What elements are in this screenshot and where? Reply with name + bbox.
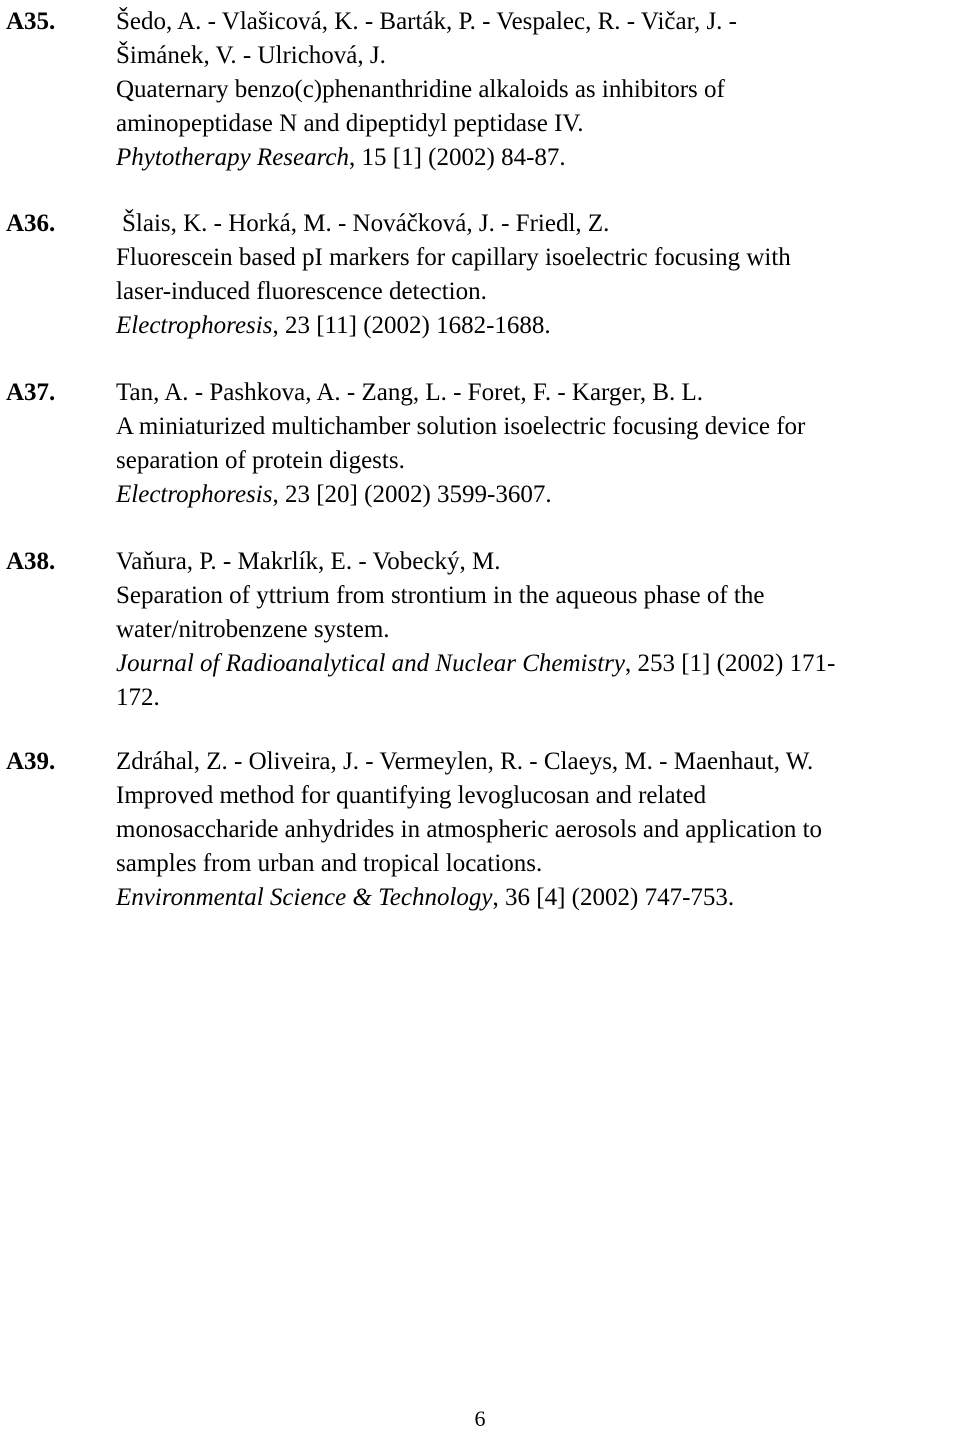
- reference-number: A36.: [6, 210, 56, 237]
- reference-title: Separation of yttrium from strontium in the aqueous phase of the: [116, 582, 765, 609]
- citation-details: , 23 [20] (2002) 3599-3607.: [272, 481, 552, 508]
- citation-details: , 36 [4] (2002) 747-753.: [492, 884, 735, 911]
- citation-details: , 253 [1] (2002) 171-: [624, 650, 836, 677]
- reference-citation-line: [116, 647, 951, 681]
- reference-authors: Šlais, K. - Horká, M. - Nováčková, J. - Friedl, Z.: [122, 210, 610, 237]
- journal-name: Journal of Radioanalytical and Nuclear Chemistry: [116, 650, 625, 677]
- reference-title: Quaternary benzo(c)phenanthridine alkaloids as inhibitors of: [116, 76, 725, 103]
- reference-title: Improved method for quantifying levoglucosan and related: [116, 782, 707, 809]
- reference-body: [116, 545, 951, 715]
- reference-number: A39.: [6, 748, 56, 775]
- reference-authors: Šedo, A. - Vlašicová, K. - Barták, P. - Vespalec, R. - Vičar, J. -: [116, 8, 737, 35]
- reference-title: Fluorescein based pI markers for capillary isoelectric focusing with: [116, 244, 791, 271]
- reference-authors: Zdráhal, Z. - Oliveira, J. - Vermeylen, R. - Claeys, M. - Maenhaut, W.: [116, 748, 814, 775]
- journal-name: Electrophoresis: [116, 312, 273, 339]
- reference-title: samples from urban and tropical locations.: [116, 850, 543, 877]
- reference-body: [116, 745, 951, 915]
- reference-authors: Šimánek, V. - Ulrichová, J.: [116, 42, 386, 69]
- reference-number: A37.: [6, 379, 56, 406]
- reference-title: A miniaturized multichamber solution isoelectric focusing device for: [116, 413, 806, 440]
- reference-title: separation of protein digests.: [116, 447, 405, 474]
- reference-title: water/nitrobenzene system.: [116, 616, 390, 643]
- reference-title: laser-induced fluorescence detection.: [116, 278, 487, 305]
- reference-title: monosaccharide anhydrides in atmospheric aerosols and application to: [116, 816, 823, 843]
- journal-name: Phytotherapy Research: [116, 144, 350, 171]
- reference-citation-line: [116, 881, 951, 915]
- reference-citation-line: [116, 478, 951, 512]
- reference-citation-line: [116, 141, 951, 175]
- journal-name: Electrophoresis: [116, 481, 273, 508]
- citation-details: , 15 [1] (2002) 84-87.: [349, 144, 566, 171]
- reference-body: [116, 376, 951, 512]
- reference-number: A38.: [6, 548, 56, 575]
- reference-body: [116, 207, 951, 343]
- citation-continuation: 172.: [116, 684, 160, 711]
- reference-authors: Vaňura, P. - Makrlík, E. - Vobecký, M.: [116, 548, 501, 575]
- reference-title: aminopeptidase N and dipeptidyl peptidase IV.: [116, 110, 584, 137]
- reference-citation-line: [116, 309, 951, 343]
- reference-authors: Tan, A. - Pashkova, A. - Zang, L. - Foret, F. - Karger, B. L.: [116, 379, 704, 406]
- reference-number: A35.: [6, 8, 56, 35]
- page-number: 6: [474, 1406, 486, 1431]
- citation-details: , 23 [11] (2002) 1682-1688.: [272, 312, 551, 339]
- journal-name: Environmental Science & Technology: [116, 884, 493, 911]
- reference-body: [116, 5, 951, 175]
